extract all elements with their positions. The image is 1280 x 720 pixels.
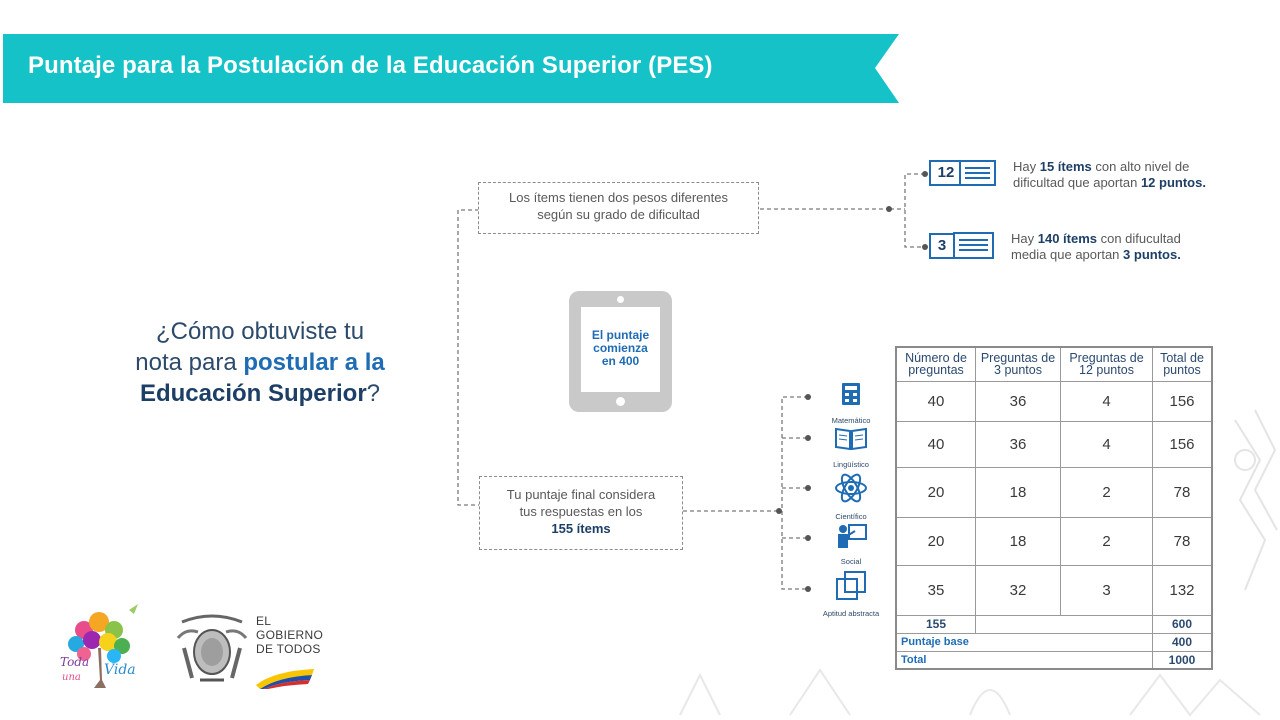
- question-text: nota para: [135, 349, 244, 376]
- table-row: [896, 517, 1212, 565]
- table-base-row: [896, 633, 1212, 651]
- question-strong: Educación Superior: [139, 380, 367, 407]
- coat-of-arms-logo: [176, 608, 248, 688]
- mid-pre: Hay: [1011, 231, 1038, 246]
- table-cell: 2: [1061, 467, 1153, 517]
- question-emphasis: postular a la: [243, 349, 385, 376]
- table-cell: 20: [896, 467, 976, 517]
- table-cell: 156: [1153, 381, 1213, 421]
- document-lines-icon: [953, 232, 995, 260]
- tablet-line-1: El puntaje: [591, 328, 650, 342]
- table-cell: 32: [976, 565, 1061, 615]
- subject-label: Social: [840, 557, 862, 566]
- tablet-home-button: [616, 397, 625, 406]
- table-cell: 78: [1153, 467, 1213, 517]
- table-row: [896, 381, 1212, 421]
- logo-vida: Vida: [104, 662, 136, 678]
- table-row: [896, 565, 1212, 615]
- squares-icon: [833, 570, 869, 602]
- table-cell: 40: [896, 381, 976, 421]
- table-row: [896, 467, 1212, 517]
- main-question: [100, 316, 420, 409]
- table-cell: 35: [896, 565, 976, 615]
- subject-matematico: [816, 381, 886, 425]
- tablet-camera: [617, 296, 624, 303]
- tablet-illustration: [569, 291, 672, 412]
- question-mark: ?: [366, 380, 381, 407]
- decorative-pattern: [1215, 400, 1280, 610]
- table-cell: 18: [976, 467, 1061, 517]
- mid-count: 140 ítems: [1037, 231, 1097, 246]
- mid-line2: media que aportan: [1011, 247, 1124, 262]
- subject-label: Lingüístico: [833, 460, 869, 469]
- subject-cientifico: [816, 471, 886, 521]
- table-header-row: [896, 347, 1212, 381]
- header-3-puntos: Preguntas de 3 puntos: [976, 347, 1061, 381]
- tablet-line-3: en 400: [601, 354, 640, 368]
- subject-linguistico: [816, 425, 886, 469]
- high-items-text: [1013, 159, 1206, 191]
- table-cell: 132: [1153, 565, 1213, 615]
- table-cell: 20: [896, 517, 976, 565]
- table-cell: 2: [1061, 517, 1153, 565]
- sum-points: 600: [1153, 615, 1213, 633]
- tablet-text: [581, 329, 660, 368]
- weights-box: [478, 182, 759, 234]
- gobierno-de-todos-text: [256, 614, 323, 656]
- base-label: Puntaje base: [896, 633, 1153, 651]
- high-mid: con alto nivel de: [1091, 159, 1190, 174]
- question-line-3: [100, 378, 420, 409]
- book-icon: [833, 425, 869, 453]
- gov-line-3: DE TODOS: [256, 642, 321, 656]
- subject-label: Científico: [835, 512, 867, 521]
- table-cell: 156: [1153, 421, 1213, 467]
- base-value: 400: [1153, 633, 1213, 651]
- page-title: Puntaje para la Postulación de la Educación Superior (PES): [28, 52, 713, 79]
- total-label: Total: [896, 651, 1153, 669]
- final-line-3: 155 ítems: [551, 521, 611, 536]
- table-row: [896, 421, 1212, 467]
- mid-mid: con difucultad: [1097, 231, 1181, 246]
- sum-items: 155: [896, 615, 976, 633]
- high-points: 12 puntos.: [1140, 175, 1206, 190]
- header-total: Total de puntos: [1153, 347, 1213, 381]
- high-number-badge: 12: [929, 160, 963, 186]
- flag-ribbon-icon: [254, 667, 316, 689]
- atom-icon: [833, 471, 869, 505]
- weights-line-1: Los ítems tienen dos pesos diferentes: [509, 190, 728, 205]
- table-cell: 40: [896, 421, 976, 467]
- total-value: 1000: [1153, 651, 1213, 669]
- table-cell: 3: [1061, 565, 1153, 615]
- tablet-screen: [581, 307, 660, 392]
- subject-social: [816, 522, 886, 566]
- mid-number-badge: 3: [929, 233, 955, 259]
- calculator-icon: [833, 381, 869, 409]
- table-cell: 78: [1153, 517, 1213, 565]
- gov-line-2: GOBIERNO: [256, 628, 324, 642]
- table-cell: 36: [976, 381, 1061, 421]
- high-pre: Hay: [1013, 159, 1040, 174]
- subject-label: Matemático: [831, 416, 871, 425]
- subject-aptitud: [816, 570, 886, 618]
- tablet-line-2: comienza: [593, 341, 648, 355]
- logo-una: una: [62, 672, 81, 683]
- question-line-2: [100, 347, 420, 378]
- mid-points: 3 puntos.: [1123, 247, 1181, 262]
- header-numero: Número de preguntas: [896, 347, 976, 381]
- toda-una-vida-logo: [54, 600, 144, 692]
- table-sum-row: [896, 615, 1212, 633]
- question-line-1: ¿Cómo obtuviste tu: [155, 318, 365, 345]
- final-line-1: Tu puntaje final considera: [506, 487, 656, 502]
- table-cell-empty: [976, 615, 1153, 633]
- high-line2: dificultad que aportan: [1013, 175, 1141, 190]
- table-cell: 4: [1061, 381, 1153, 421]
- logo-toda: Toda: [60, 655, 90, 669]
- table-cell: 18: [976, 517, 1061, 565]
- gov-line-1: EL: [256, 614, 272, 628]
- weights-line-2: según su grado de dificultad: [537, 207, 700, 222]
- header-12-puntos: Preguntas de 12 puntos: [1061, 347, 1153, 381]
- final-score-box: [479, 476, 683, 550]
- score-table: [895, 346, 1213, 670]
- high-count: 15 ítems: [1039, 159, 1092, 174]
- document-lines-icon: [959, 160, 997, 186]
- mid-items-text: [1011, 231, 1181, 263]
- table-cell: 36: [976, 421, 1061, 467]
- table-cell: 4: [1061, 421, 1153, 467]
- teacher-icon: [833, 522, 869, 550]
- decorative-pattern-bottom: [670, 655, 1280, 720]
- subject-label: Aptitud abstracta: [822, 609, 880, 618]
- final-line-2: tus respuestas en los: [519, 504, 643, 519]
